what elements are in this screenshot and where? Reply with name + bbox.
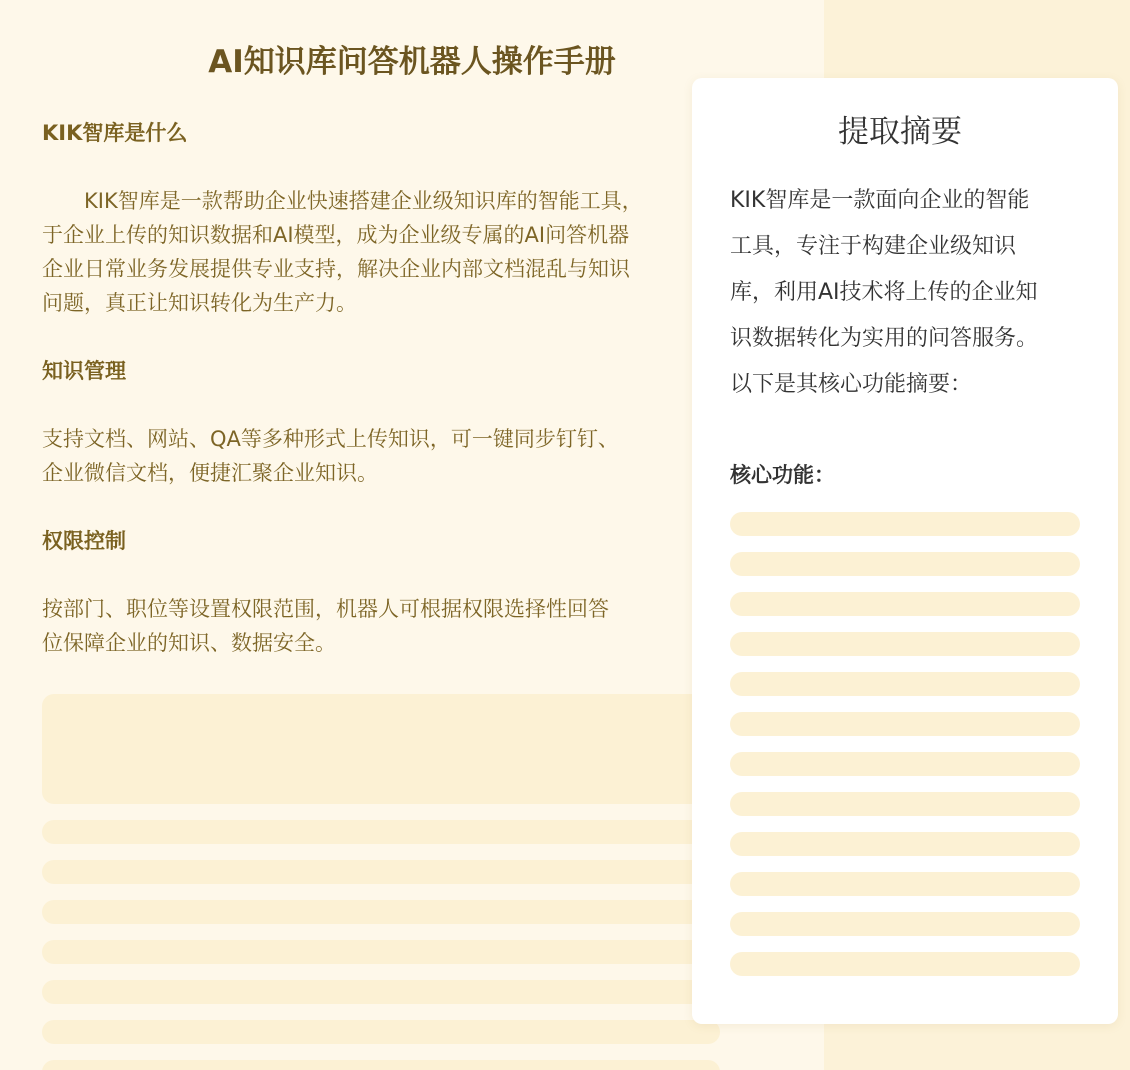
loading-placeholder-line	[730, 512, 1080, 536]
section-body-line: 于企业上传的知识数据和AI模型，成为企业级专属的AI问答机器	[42, 223, 630, 247]
loading-placeholder-line	[42, 820, 720, 844]
loading-placeholder-line	[730, 712, 1080, 736]
loading-placeholder-line	[730, 792, 1080, 816]
summary-line: KIK智库是一款面向企业的智能	[730, 188, 1030, 213]
section-heading: 知识管理	[42, 359, 126, 383]
loading-placeholder-line	[730, 952, 1080, 976]
section-body-line: 按部门、职位等设置权限范围，机器人可根据权限选择性回答	[42, 597, 609, 621]
loading-placeholder-line	[730, 752, 1080, 776]
loading-placeholder-line	[730, 672, 1080, 696]
loading-placeholder-line	[730, 552, 1080, 576]
loading-placeholder-line	[730, 912, 1080, 936]
section-body-line: 问题，真正让知识转化为生产力。	[42, 291, 357, 315]
loading-placeholder-line	[730, 872, 1080, 896]
section-body-line: 企业日常业务发展提供专业支持，解决企业内部文档混乱与知识	[42, 257, 630, 281]
summary-text	[730, 178, 1070, 408]
loading-placeholder-line	[42, 860, 720, 884]
summary-line: 库，利用AI技术将上传的企业知	[730, 280, 1038, 305]
section-body-line: 支持文档、网站、QA等多种形式上传知识，可一键同步钉钉、	[42, 427, 619, 451]
core-functions-heading: 核心功能：	[730, 463, 835, 487]
loading-placeholder-line	[42, 900, 720, 924]
loading-placeholder-block	[42, 694, 720, 804]
loading-placeholder-line	[42, 980, 720, 1004]
loading-placeholder-line	[42, 940, 720, 964]
loading-placeholder-line	[42, 1060, 720, 1070]
document-title: AI知识库问答机器人操作手册	[208, 44, 616, 80]
summary-line: 识数据转化为实用的问答服务。	[730, 326, 1039, 351]
loading-placeholder-line	[730, 832, 1080, 856]
section-heading: KIK智库是什么	[42, 121, 188, 145]
summary-panel-title: 提取摘要	[838, 114, 962, 150]
loading-placeholder-line	[730, 632, 1080, 656]
summary-line: 以下是其核心功能摘要：	[730, 372, 973, 397]
section-heading: 权限控制	[42, 529, 126, 553]
loading-placeholder-line	[42, 1020, 720, 1044]
summary-line: 工具，专注于构建企业级知识	[730, 234, 1017, 259]
loading-placeholder-line	[730, 592, 1080, 616]
section-body-line: KIK智库是一款帮助企业快速搭建企业级知识库的智能工具，	[84, 189, 643, 213]
section-body-line: 企业微信文档，便捷汇聚企业知识。	[42, 461, 378, 485]
summary-panel	[692, 78, 1118, 1024]
section-body-line: 位保障企业的知识、数据安全。	[42, 631, 336, 655]
